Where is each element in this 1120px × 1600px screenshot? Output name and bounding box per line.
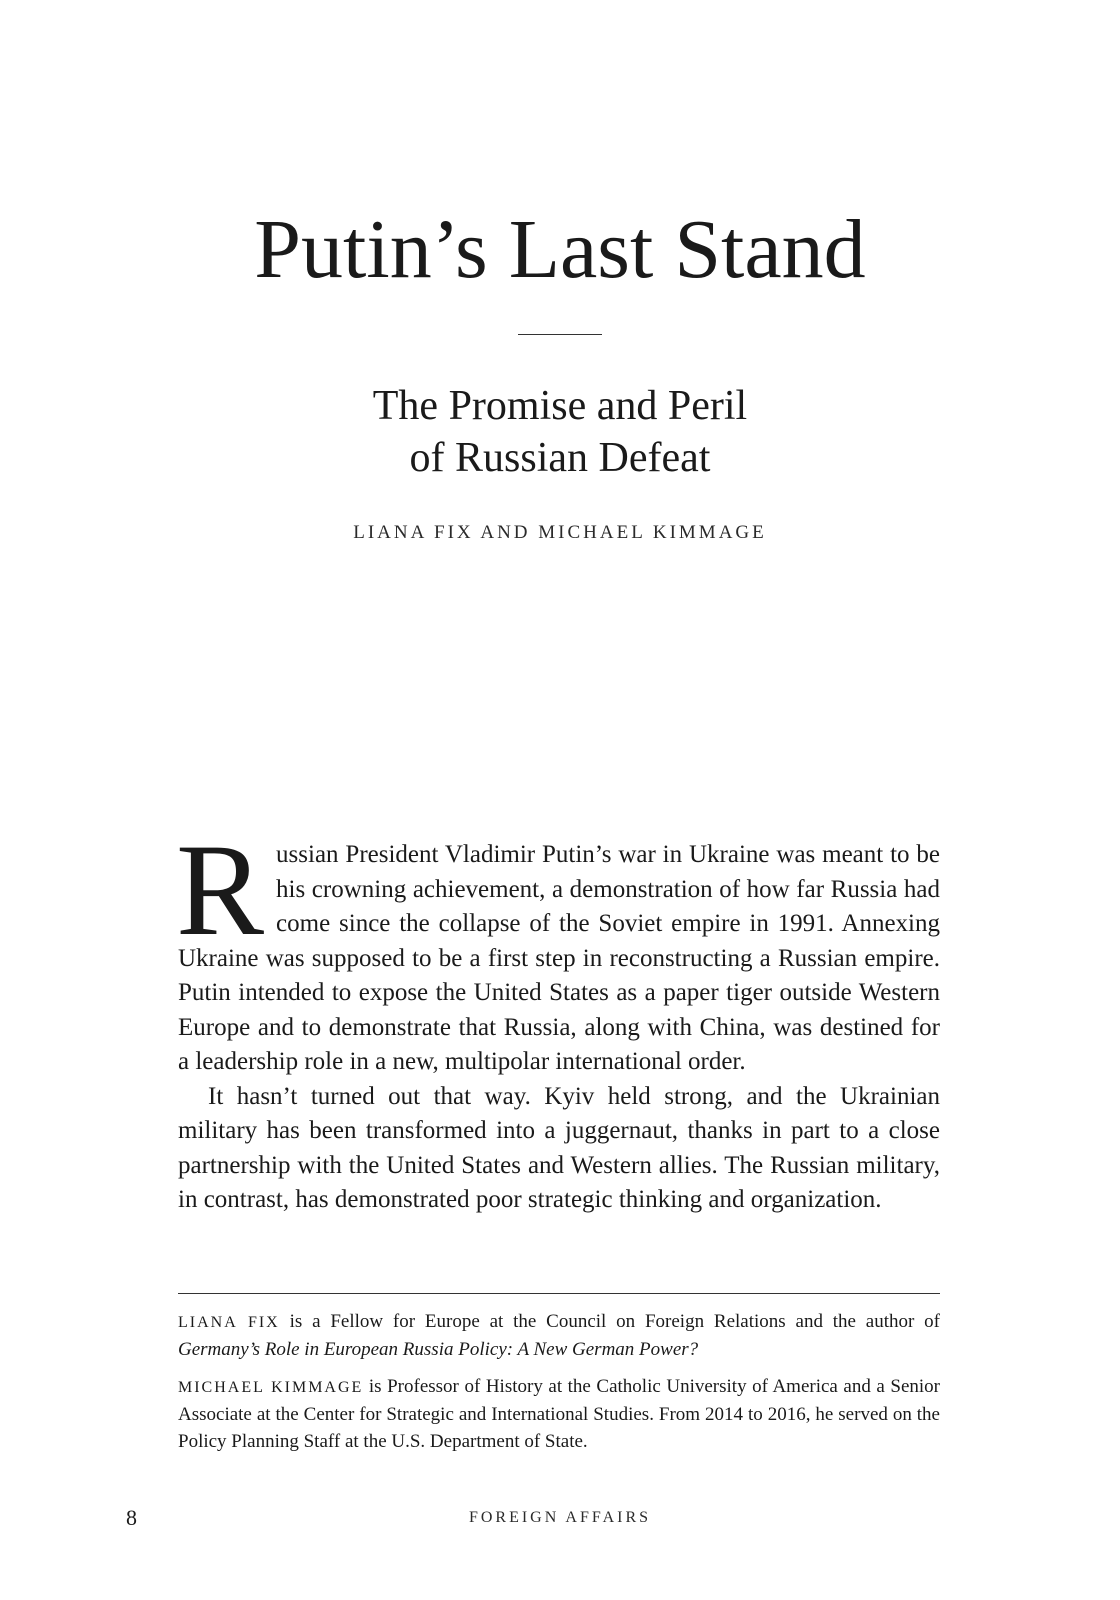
subtitle-line-2: of Russian Defeat [409,435,711,481]
bio-text-kimmage: is Professor of History at the Catholic University of America and a Senior Associate at the Center for Strategic and International Studies. From 2014 to 2016, he served on the Policy Planning Staff at the U.S. Department of State. [178,1376,941,1452]
bio-michael-kimmage [178,1373,940,1455]
body-paragraph-1 [176,816,940,1080]
bio-liana-fix [178,1308,940,1363]
drop-cap: R [176,816,265,963]
bio-name-fix: LIANA FIX [178,1314,280,1331]
paragraph-1-text: ussian President Vladimir Putin’s war in Ukraine was meant to be his crowning achievement, a demonstration of how far Russia had come since the collapse of the Soviet empire in 1991. Annexing Ukraine was supposed to be a first step in reconstructing a Russian empire. Putin intended to expose the United States as a paper tiger outside Western Europe and to demonstrate that Russia, along with China, was destined for a leadership role in a new, multipolar international order. [178,841,940,1075]
bio-name-kimmage: MICHAEL KIMMAGE [178,1379,364,1396]
page-number: 8 [126,1505,137,1530]
body-paragraph-2: It hasn’t turned out that way. Kyiv held strong, and the Ukrainian military has been transformed into a juggernaut, thanks in part to a close partnership with the United States and Western allies. The Russian military, in contrast, has demonstrated poor strategic thinking and organization. [178,1082,940,1213]
title-divider [518,334,602,335]
footnote-divider [178,1293,940,1294]
article-subtitle [0,380,1120,484]
author-bios [178,1308,940,1465]
bio-book-title: Germany’s Role in European Russia Policy: A New German Power? [178,1339,699,1360]
publication-name: FOREIGN AFFAIRS [468,1509,652,1526]
article-body [176,816,940,1218]
bio-text-fix: is a Fellow for Europe at the Council on Foreign Relations and the author of [279,1311,940,1332]
subtitle-line-1: The Promise and Peril [372,383,748,429]
author-byline: LIANA FIX AND MICHAEL KIMMAGE [353,522,767,543]
article-title: Putin’s Last Stand [254,203,866,296]
